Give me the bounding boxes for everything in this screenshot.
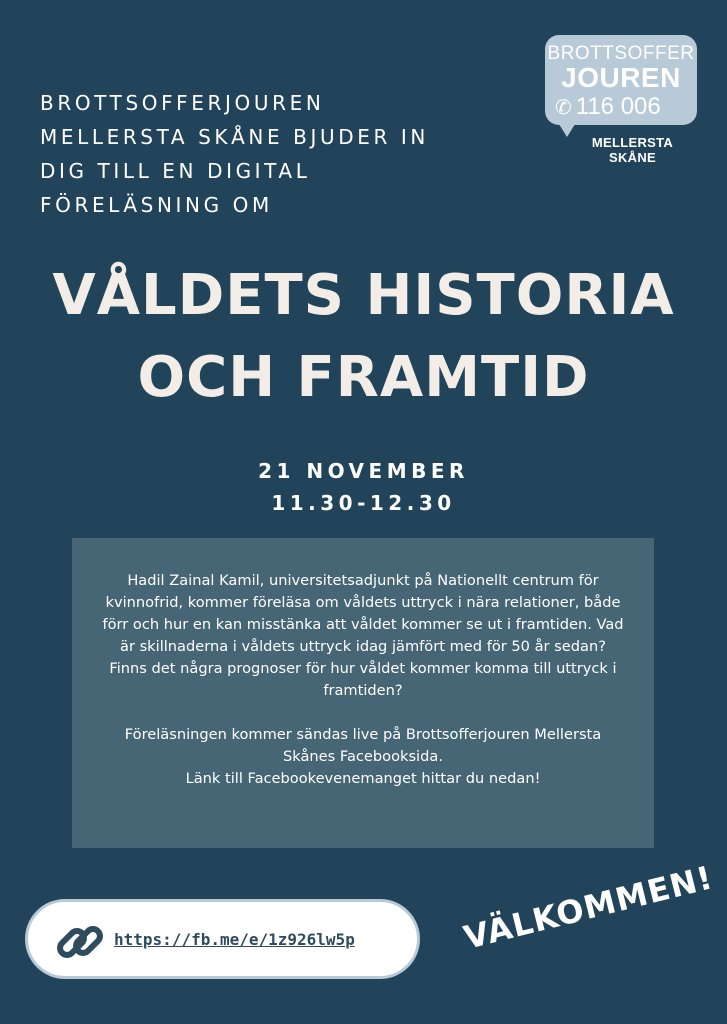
event-time: 11.30-12.30	[271, 491, 456, 515]
lecture-title	[0, 255, 727, 419]
description-panel	[72, 538, 654, 848]
description-paragraph-3: Länk till Facebookevenemanget hittar du nedan!	[185, 770, 541, 787]
phone-icon: ✆	[555, 97, 572, 119]
logo-line-1: BROTTSOFFER	[547, 43, 695, 64]
invitation-intro	[40, 86, 540, 222]
logo-subtitle-line-2: SKÅNE	[608, 150, 656, 165]
link-chain-icon	[52, 914, 108, 970]
logo-phone-number: 116 006	[575, 93, 661, 120]
intro-line-2: MELLERSTA SKÅNE BJUDER IN	[40, 125, 429, 149]
description-paragraph-2: Föreläsningen kommer sändas live på Brottsofferjouren Mellersta Skånes Facebooksida.	[124, 726, 602, 765]
paragraph-gap	[102, 702, 624, 724]
intro-line-3: DIG TILL EN DIGITAL	[40, 159, 311, 183]
event-datetime	[0, 455, 727, 519]
intro-line-1: BROTTSOFFERJOUREN	[40, 91, 325, 115]
logo-subtitle-line-1: MELLERSTA	[591, 135, 674, 150]
logo-subtitle	[545, 135, 720, 165]
logo-phone	[555, 93, 695, 121]
lecture-title-line-1: VÅLDETS HISTORIA	[52, 263, 675, 328]
lecture-title-line-2: OCH FRAMTID	[137, 345, 590, 410]
logo-line-2: JOUREN	[561, 62, 681, 93]
brottsofferjouren-logo	[545, 35, 697, 170]
facebook-event-link[interactable]: https://fb.me/e/1z926lw5p	[114, 930, 355, 949]
facebook-link-pill[interactable]	[25, 899, 420, 979]
welcome-text: VÄLKOMMEN!	[460, 858, 717, 957]
description-text	[102, 570, 624, 790]
description-paragraph-1: Hadil Zainal Kamil, universitetsadjunkt på Nationellt centrum för kvinnofrid, kommer föreläsa om våldets uttryck i nära relationer, både förr och hur en kan misstänka att våldet kommer se ut i framtiden. Vad är skillnaderna i våldets uttryck idag jämfört med för 50 år sedan? Finns det några prognoser för hur våldet kommer komma till uttryck i framtiden?	[102, 572, 624, 699]
intro-line-4: FÖRELÄSNING OM	[40, 193, 273, 217]
event-date: 21 NOVEMBER	[258, 459, 469, 483]
